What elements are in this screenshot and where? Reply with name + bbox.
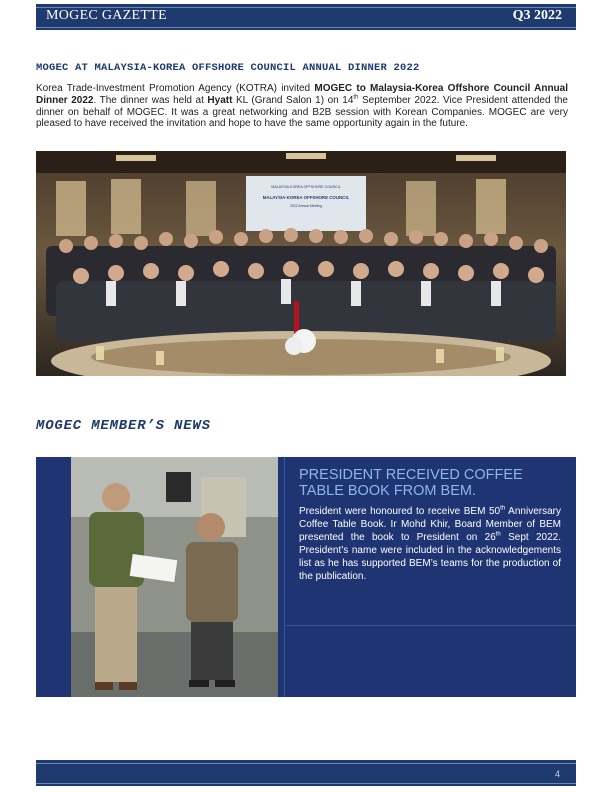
footer-rule [36, 783, 576, 784]
news-body: President were honoured to receive BEM 50th Anniversary Coffee Table Book. Ir Mohd Khir, Board Member of BEM presented the book to President on 26th Sept 2022. President’s name were included in the acknowledgements list as he has supported BEM’s teams for the production of the publication. [299, 505, 561, 582]
screen-banner-sub: 2022 Annual Meeting [290, 204, 322, 208]
members-news-heading: MOGEC MEMBER’S NEWS [36, 418, 211, 434]
panel-divider [284, 457, 285, 697]
dinner-group-photo [36, 151, 566, 376]
header-rule [36, 27, 576, 28]
screen-banner-title: MALAYSIA-KOREA OFFSHORE COUNCIL [262, 195, 350, 200]
footer-rule [36, 763, 576, 764]
issue-quarter: Q3 2022 [512, 8, 562, 23]
page-number: 4 [554, 769, 560, 779]
footer-bar [36, 760, 576, 786]
news-panel [36, 457, 576, 697]
gazette-title: MOGEC GAZETTE [46, 8, 167, 23]
screen-banner-text: MALAYSIA-KOREA OFFSHORE COUNCIL [271, 185, 341, 189]
news-title: PRESIDENT RECEIVED COFFEE TABLE BOOK FROM BEM. [299, 467, 523, 499]
panel-rule [286, 625, 576, 626]
article-heading: MOGEC AT MALAYSIA-KOREA OFFSHORE COUNCIL ANNUAL DINNER 2022 [36, 62, 420, 74]
article-body: Korea Trade-Investment Promotion Agency (KOTRA) invited MOGEC to Malaysia-Korea Offshore Council Annual Dinner 2022. The dinner was held at Hyatt KL (Grand Salon 1) on 14th September 2022. Vice President attended the dinner on behalf of MOGEC. It was a great networking and B2B session with Korean Companies. MOGEC are very pleased to have received the invitation and hope to have the same opportunity again in the future. [36, 83, 569, 130]
book-handover-photo [71, 457, 278, 697]
header-bar [36, 4, 576, 30]
